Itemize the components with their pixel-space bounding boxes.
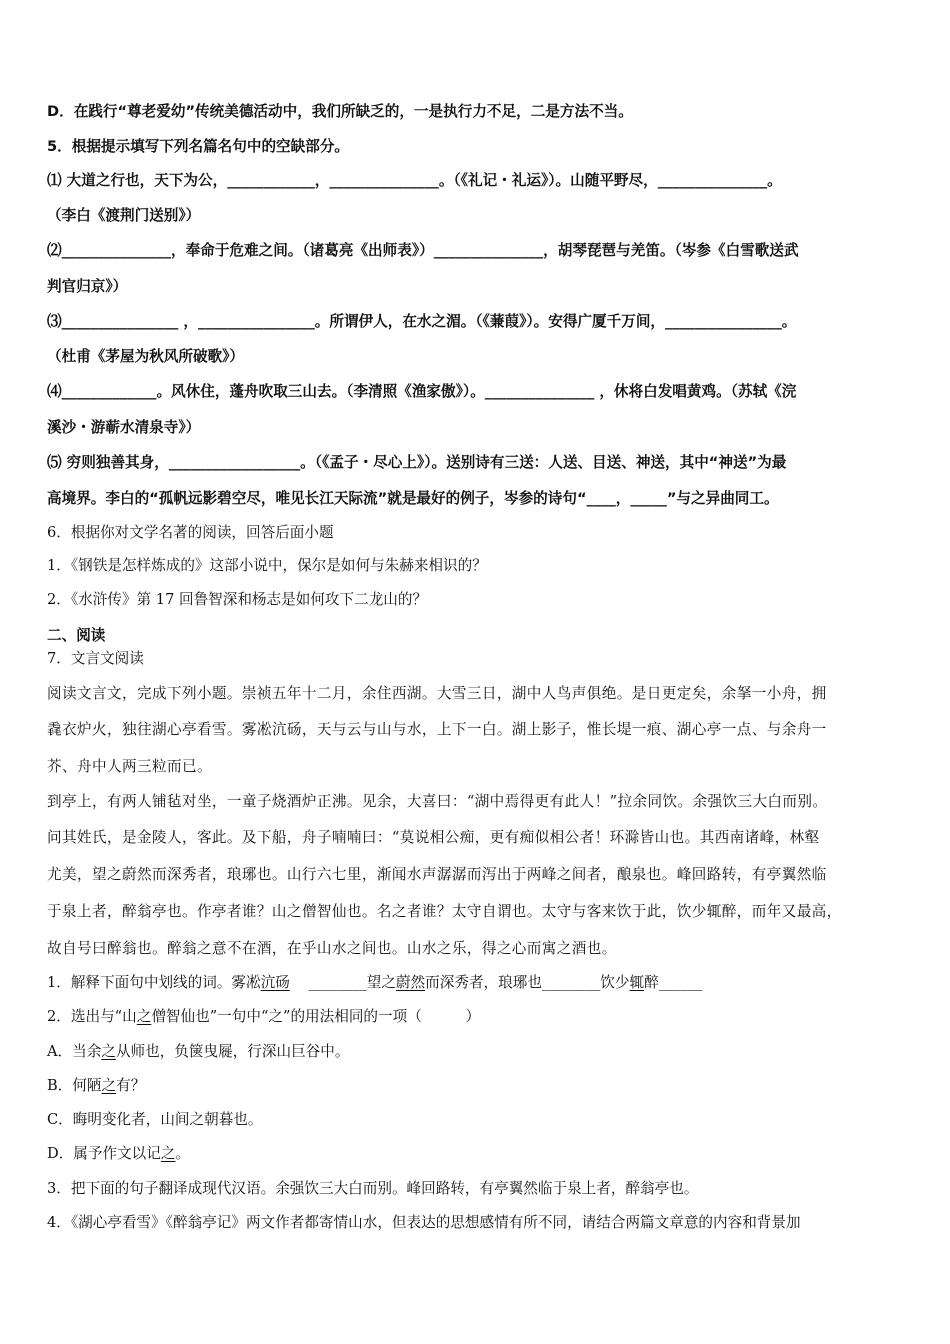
q5-item-2-cont: 判官归京》） xyxy=(47,278,128,295)
underlined-word: 蔚然 xyxy=(395,974,426,991)
q5-item-4-cont: 溪沙・游蕲水清泉寺》） xyxy=(47,419,201,436)
option-a-text: 从师也，负箧曳屣，行深山巨谷中。 xyxy=(115,1043,350,1060)
q7-sub-2-text: 僧智仙也”一句中“之”的用法相同的一项（ ） xyxy=(151,1008,481,1025)
passage-line: 问其姓氏，是金陵人，客此。及下船，舟子喃喃曰：“莫说相公痴，更有痴似相公者！环滁皆山也。其西南诸峰，林壑 xyxy=(47,829,820,846)
option-b-text: 有？ xyxy=(116,1077,146,1094)
q7-sub-1-text: 1．解释下面句中划线的词。雾凇 xyxy=(47,974,261,991)
option-d-line: D．在践行“尊老爱幼”传统美德活动中，我们所缺乏的，一是执行力不足，二是方法不当。 xyxy=(47,103,633,120)
underlined-word: 沆砀 xyxy=(260,974,290,991)
option-a xyxy=(47,1041,349,1063)
q5-item-4: ⑷_____________。风休住，蓬舟吹取三山去。（李清照《渔家傲》）。_______________ ，休将白发唱黄鸡。（苏轼《浣 xyxy=(47,383,797,400)
q7-sub-1-text: 而深秀者，琅琊也________饮少 xyxy=(425,974,630,991)
passage-line: 于泉上者，醉翁亭也。作亭者谁？山之僧智仙也。名之者谁？太守自谓也。太守与客来饮于此，饮少辄醉，而年又最高， xyxy=(47,903,842,920)
q6-sub-2: 2．《水浒传》第 17 回鲁智深和杨志是如何攻下二龙山的？ xyxy=(47,591,428,608)
q5-item-1: ⑴ 大道之行也，天下为公，____________，_______________。（《礼记・礼运》）。山随平野尽，_______________。 xyxy=(47,172,782,189)
q6-sub-1: 1．《钢铁是怎样炼成的》这部小说中，保尔是如何与朱赫来相识的？ xyxy=(47,557,487,574)
passage-line: 故自号曰醉翁也。醉翁之意不在酒，在乎山水之间也。山水之乐，得之心而寓之酒也。 xyxy=(47,940,617,957)
option-d-text: D．属予作文以记 xyxy=(47,1145,161,1162)
question-5-heading: 5．根据提示填写下列名篇名句中的空缺部分。 xyxy=(47,138,350,155)
q5-item-5: ⑸ 穷则独善其身，__________________。（《孟子・尽心上》）。送别诗有三送：人送、目送、神送，其中“神送”为最 xyxy=(47,454,787,471)
q7-sub-4: 4．《湖心亭看雪》《醉翁亭记》两文作者都寄情山水，但表达的思想感情有所不同，请结合两篇文章意的内容和背景加 xyxy=(47,1214,801,1231)
q7-sub-1-text: 醉______ xyxy=(644,974,703,991)
question-7-heading: 7．文言文阅读 xyxy=(47,650,144,667)
passage-line: 阅读文言文，完成下列小题。崇祯五年十二月，余住西湖。大雪三日，湖中人鸟声俱绝。是日更定矣，余拏一小舟，拥 xyxy=(47,685,827,702)
section-reading-title: 二、阅读 xyxy=(47,627,106,644)
underlined-word: 之 xyxy=(101,1077,117,1094)
option-b-text: B．何陋 xyxy=(47,1077,102,1094)
q7-sub-2 xyxy=(47,1006,480,1028)
underlined-word: 辄 xyxy=(629,974,645,991)
q5-item-5-cont: 高境界。李白的“孤帆远影碧空尽，唯见长江天际流”就是最好的例子，岑参的诗句“____，_____”与之异曲同工。 xyxy=(47,490,779,507)
passage-line: 毳衣炉火，独往湖心亭看雪。雾凇沆砀，天与云与山与水，上下一白。湖上影子，惟长堤一痕、湖心亭一点、与余舟一 xyxy=(47,721,827,738)
q5-item-3-cont: （杜甫《茅屋为秋风所破歌》） xyxy=(47,348,245,365)
passage-line: 芥、舟中人两三粒而已。 xyxy=(47,758,212,775)
q5-item-1-cont: （李白《渡荆门送别》） xyxy=(47,207,201,224)
q5-item-2: ⑵_______________，奉命于危难之间。（诸葛亮《出师表》）_______________，胡琴琵琶与羌笛。（岑参《白雪歌送武 xyxy=(47,242,799,259)
q7-sub-1-text: ________望之 xyxy=(308,974,396,991)
option-d xyxy=(47,1143,190,1165)
q7-sub-2-text: 2．选出与“山 xyxy=(47,1008,137,1025)
passage-line: 到亭上，有两人铺毡对坐，一童子烧酒炉正沸。见余，大喜曰：“湖中焉得更有此人！”拉余同饮。余强饮三大白而别。 xyxy=(47,793,828,810)
option-d-text: 。 xyxy=(175,1145,191,1162)
option-c: C．晦明变化者，山间之朝暮也。 xyxy=(47,1111,263,1128)
q7-sub-3: 3．把下面的句子翻译成现代汉语。余强饮三大白而别。峰回路转，有亭翼然临于泉上者，醉翁亭也。 xyxy=(47,1180,699,1197)
q7-sub-1 xyxy=(47,972,702,994)
passage-line: 尤美，望之蔚然而深秀者，琅琊也。山行六七里，渐闻水声潺潺而泻出于两峰之间者，酿泉也。峰回路转，有亭翼然临 xyxy=(47,866,827,883)
underlined-word: 之 xyxy=(101,1043,116,1060)
q5-item-3: ⑶________________ ，________________。所谓伊人，在水之湄。（《蒹葭》）。安得广厦千万间，________________。 xyxy=(47,313,797,330)
question-6-heading: 6．根据你对文学名著的阅读，回答后面小题 xyxy=(47,524,334,541)
underlined-word: 之 xyxy=(136,1008,152,1025)
option-b xyxy=(47,1075,145,1097)
option-a-text: A．当余 xyxy=(47,1043,102,1060)
underlined-word: 之 xyxy=(160,1145,176,1162)
